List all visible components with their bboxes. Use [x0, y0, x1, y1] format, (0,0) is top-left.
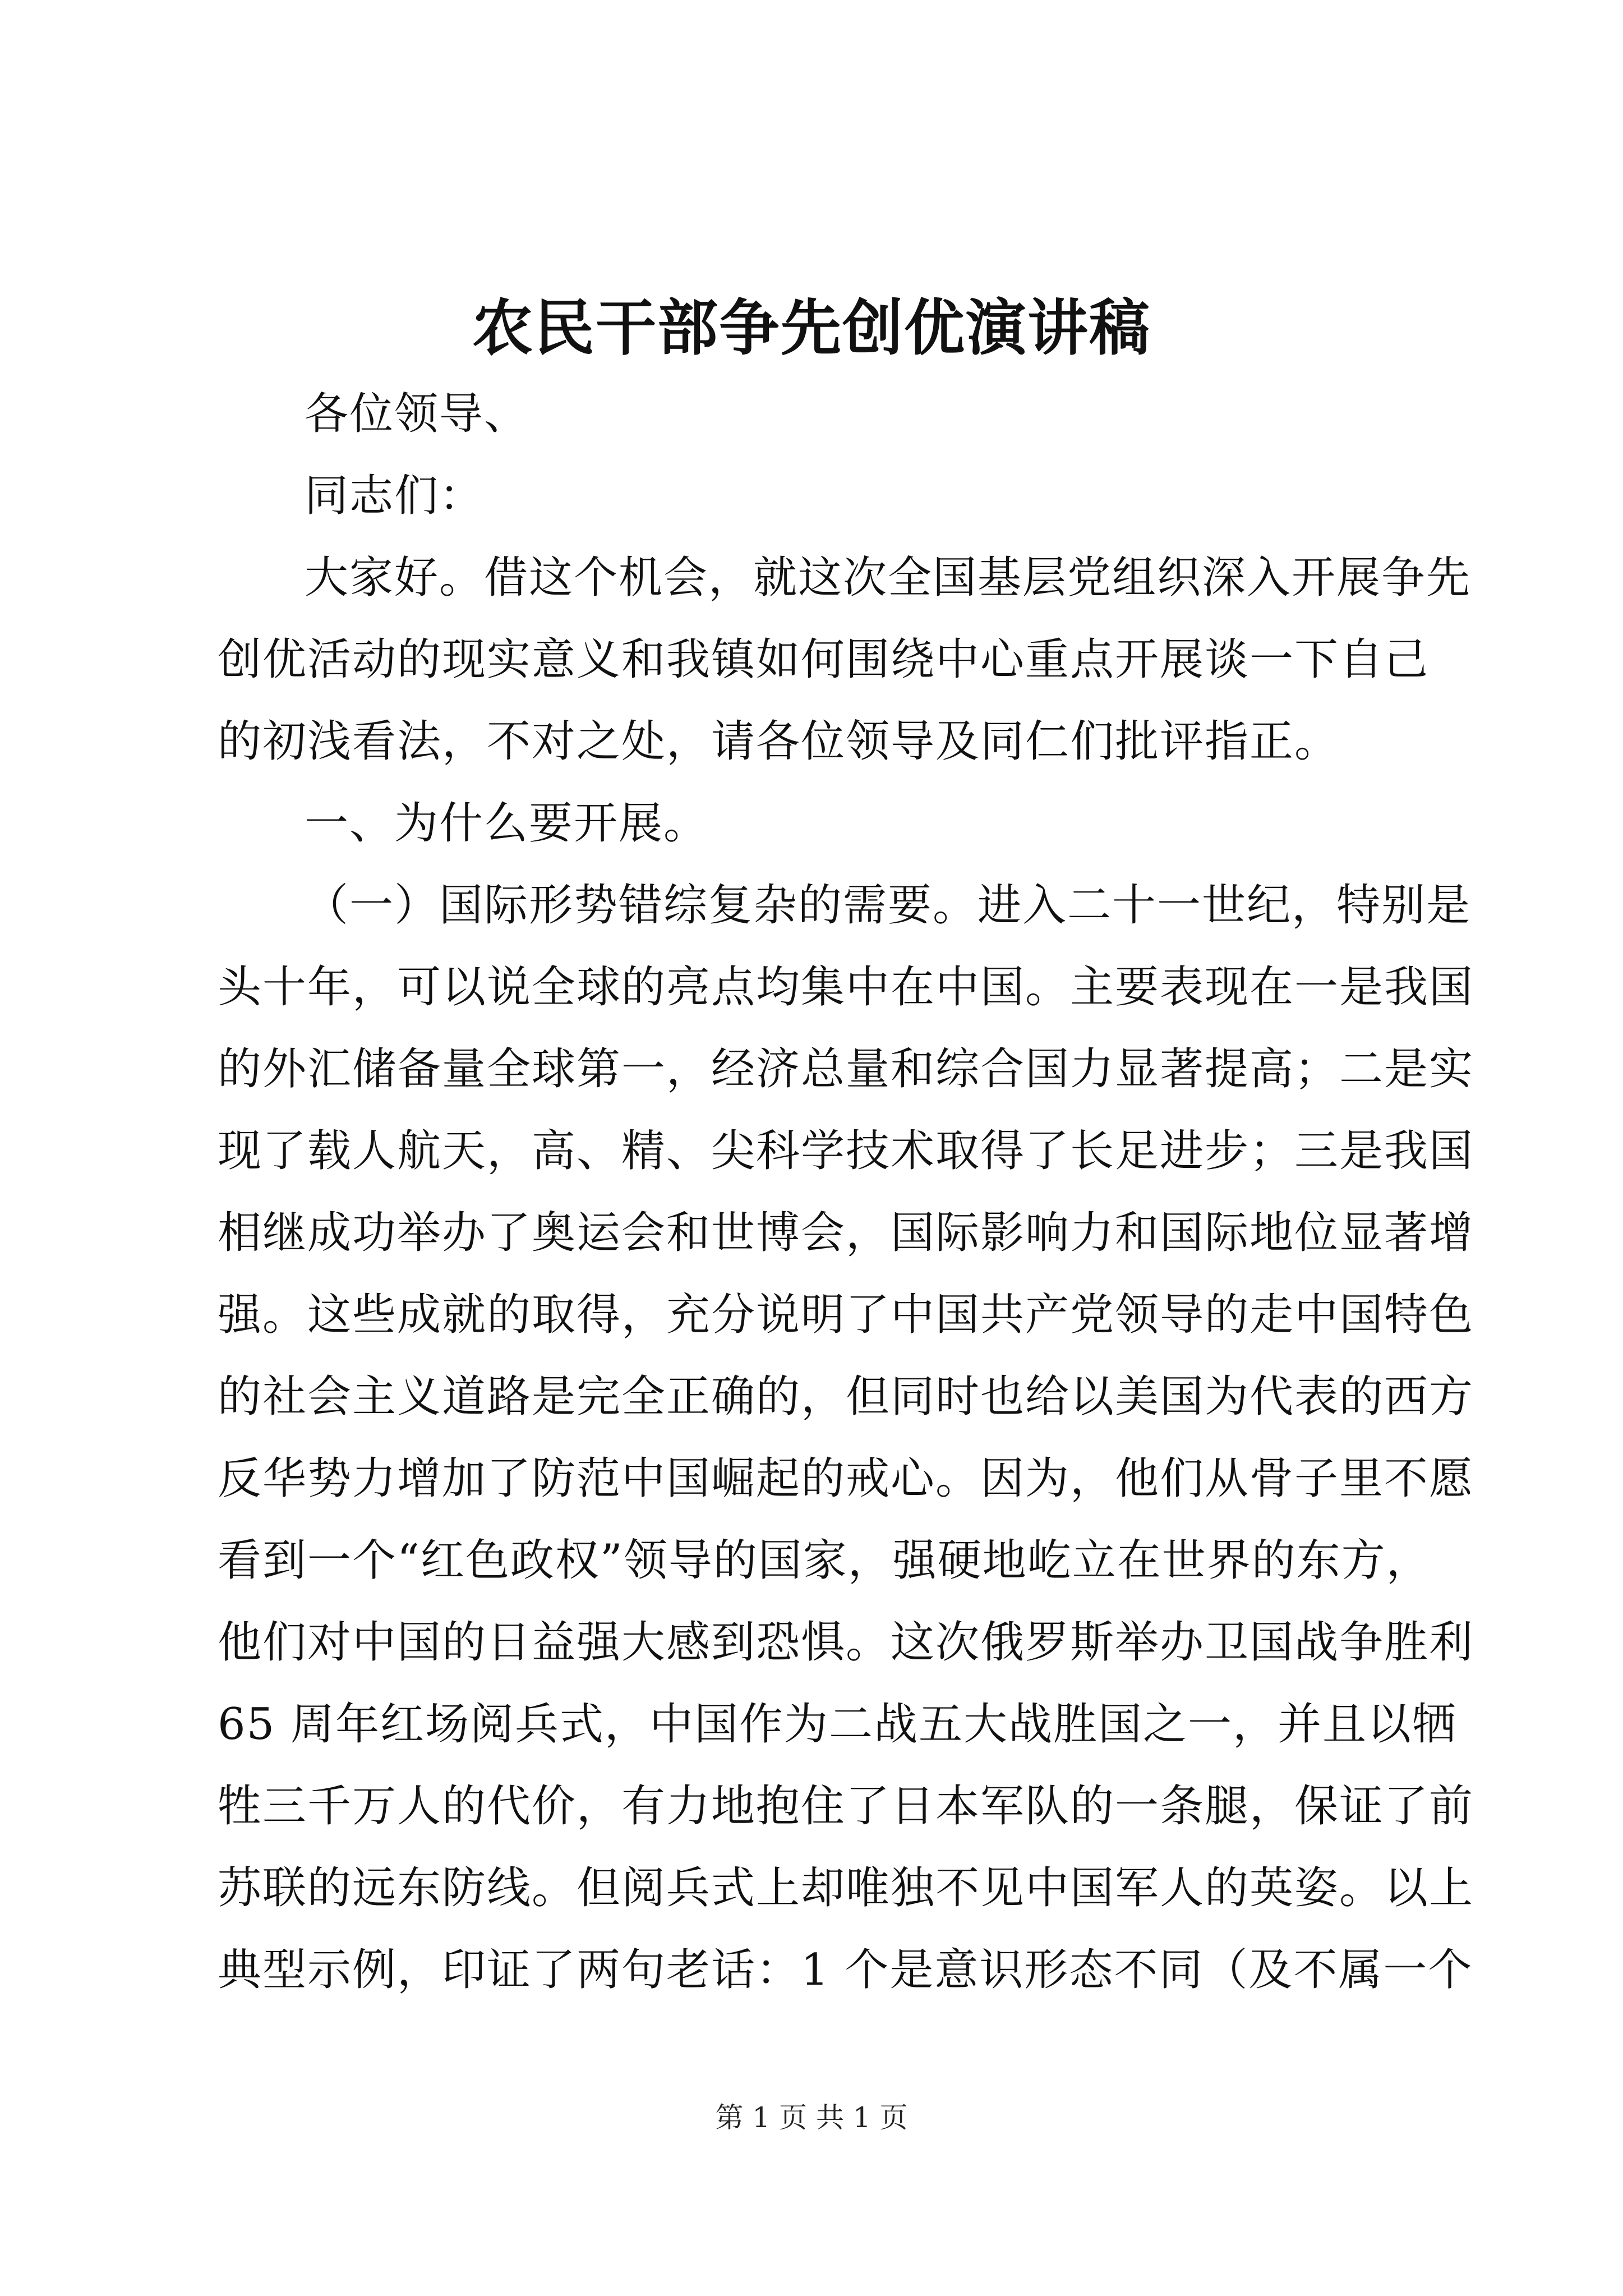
- text-line: 他们对中国的日益强大感到恐惧。这次俄罗斯举办卫国战争胜利: [218, 1617, 1474, 1668]
- text-line: 相继成功举办了奥运会和世博会，国际影响力和国际地位显著增: [218, 1208, 1474, 1258]
- text-line: 大家好。借这个机会，就这次全国基层党组织深入开展争先: [305, 553, 1472, 603]
- document-title: 农民干部争先创优演讲稿: [472, 293, 1151, 364]
- text-line: （一）国际形势错综复杂的需要。进入二十一世纪，特别是: [305, 880, 1472, 931]
- text-line: 反华势力增加了防范中国崛起的戒心。因为，他们从骨子里不愿: [218, 1453, 1474, 1504]
- text-line: 的初浅看法，不对之处，请各位领导及同仁们批评指正。: [218, 716, 1340, 767]
- text-line: 头十年，可以说全球的亮点均集中在中国。主要表现在一是我国: [218, 962, 1474, 1013]
- text-line: 现了载人航天，高、精、尖科学技术取得了长足进步；三是我国: [218, 1126, 1474, 1176]
- text-line: 的社会主义道路是完全正确的，但同时也给以美国为代表的西方: [218, 1372, 1474, 1422]
- text-line: 各位领导、: [305, 389, 529, 439]
- text-line: 强。这些成就的取得，充分说明了中国共产党领导的走中国特色: [218, 1290, 1474, 1340]
- text-line: 创优活动的现实意义和我镇如何围绕中心重点开展谈一下自己: [218, 634, 1430, 685]
- text-line: 苏联的远东防线。但阅兵式上却唯独不见中国军人的英姿。以上: [218, 1863, 1474, 1913]
- text-line: 牲三千万人的代价，有力地抱住了日本军队的一条腿，保证了前: [218, 1781, 1474, 1832]
- text-line: 一、为什么要开展。: [305, 798, 709, 849]
- document-body: [218, 373, 1474, 2011]
- text-line: 看到一个“红色政权”领导的国家，强硬地屹立在世界的东方，: [218, 1535, 1431, 1586]
- text-line: 同志们：: [305, 471, 485, 521]
- text-line: 的外汇储备量全球第一，经济总量和综合国力显著提高；二是实: [218, 1044, 1474, 1094]
- page-number-footer: 第 1 页 共 1 页: [715, 2101, 908, 2134]
- text-line: 典型示例，印证了两句老话：1 个是意识形态不同（及不属一个: [218, 1945, 1473, 1995]
- text-line: 65 周年红场阅兵式，中国作为二战五大战胜国之一，并且以牺: [218, 1699, 1458, 1750]
